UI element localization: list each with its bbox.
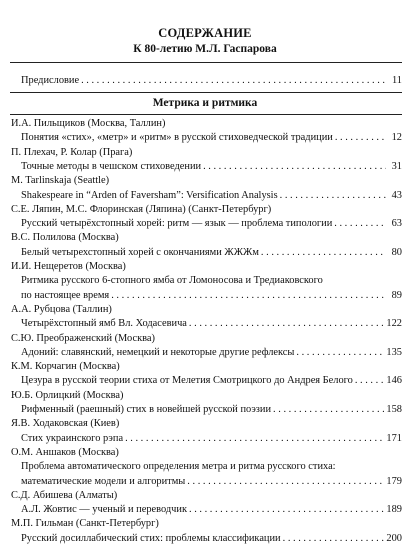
- toc-entry[interactable]: [21, 131, 402, 145]
- leader-dots: [335, 131, 386, 145]
- entry-page: 135: [386, 346, 402, 358]
- entry-author: С.Е. Ляпин, М.С. Флоринская (Ляпина) (Санкт-Петербург): [11, 203, 272, 215]
- leader-dots: [261, 246, 386, 260]
- entry-author: Я.В. Ходаковская (Киев): [11, 418, 120, 430]
- leader-dots: [273, 403, 384, 417]
- page-title: СОДЕРЖАНИЕ: [158, 26, 252, 40]
- entry-author: П. Плехач, Р. Колар (Прага): [11, 146, 133, 158]
- entry-title: Адоний: славянский, немецкий и некоторые другие рефлексы: [21, 346, 295, 358]
- entry-title: Shakespeare in “Arden of Faversham”: Versification Analysis: [21, 189, 278, 201]
- entry-page: 43: [391, 189, 402, 201]
- entry-page: 11: [391, 75, 402, 86]
- entry-author: А.А. Рубцова (Таллин): [11, 303, 112, 315]
- entry-title: А.Л. Жовтис — ученый и переводчик: [21, 504, 187, 516]
- entry-title: Русский досиллабический стих: проблемы классификации: [21, 532, 281, 544]
- entry-page: 80: [391, 246, 402, 258]
- entry-author: И.А. Пильщиков (Москва, Таллин): [11, 118, 166, 129]
- leader-dots: [125, 432, 384, 446]
- entry-page: 63: [391, 218, 402, 230]
- entry-title-continuation: по настоящее время: [21, 289, 110, 301]
- toc-entry[interactable]: [21, 217, 402, 231]
- entry-page: 179: [386, 475, 402, 487]
- leader-dots: [355, 374, 385, 388]
- toc-entry[interactable]: [21, 503, 402, 517]
- page-subtitle: К 80-летию М.Л. Гаспарова: [133, 43, 277, 55]
- entry-title: Русский четырёхстопный хорей: ритм — язык — проблема типологии: [21, 218, 333, 230]
- entry-author: О.М. Аншаков (Москва): [11, 446, 119, 458]
- section-divider: [10, 114, 402, 115]
- entry-page: 171: [386, 432, 402, 444]
- entry-page: 12: [391, 132, 402, 144]
- leader-dots: [111, 289, 386, 303]
- entry-title: Цезура в русской теории стиха от Мелетия Смотрицкого до Андрея Белого: [21, 375, 353, 387]
- entry-title: Точные методы в чешском стиховедении: [21, 160, 202, 172]
- entry-page: 146: [386, 375, 402, 387]
- entry-author: С.Ю. Преображенский (Москва): [11, 332, 155, 344]
- entry-title: Белый четырехстопный хорей с окончаниями ЖЖЖм: [21, 246, 259, 258]
- leader-dots: [283, 532, 385, 546]
- entry-author: К.М. Корчагин (Москва): [11, 361, 120, 373]
- entry-page: 89: [391, 289, 402, 301]
- entry-title: Ритмика русского 6-стопного ямба от Ломоносова и Тредиаковского: [21, 275, 323, 287]
- entry-page: 31: [391, 160, 402, 172]
- toc-entry[interactable]: [21, 317, 402, 331]
- entry-title: Понятия «стих», «метр» и «ритм» в русской стиховедческой традиции: [21, 132, 333, 144]
- toc-entry[interactable]: [21, 432, 402, 446]
- leader-dots: [189, 503, 384, 517]
- entry-author: Ю.Б. Орлицкий (Москва): [11, 389, 124, 401]
- section-heading: Метрика и ритмика: [152, 97, 258, 109]
- toc-entry[interactable]: [21, 374, 402, 388]
- entry-author: И.И. Нещеретов (Москва): [11, 261, 126, 272]
- entry-title: Рифменный (раешный) стих в новейшей русской поэзии: [21, 404, 272, 415]
- toc-entry[interactable]: [21, 532, 402, 546]
- leader-dots: [81, 74, 386, 88]
- entry-title: Предисловие: [21, 75, 80, 86]
- toc-entry[interactable]: [21, 246, 402, 260]
- entry-page: 158: [386, 404, 402, 415]
- entry-author: С.Д. Абишева (Алматы): [11, 489, 118, 501]
- leader-dots: [334, 217, 386, 231]
- toc-entry[interactable]: [21, 346, 402, 360]
- entry-title: Проблема автоматического определения метра и ритма русского стиха:: [21, 461, 336, 473]
- entry-page: 189: [386, 504, 402, 516]
- toc-entry[interactable]: [21, 160, 402, 174]
- toc-entry[interactable]: [21, 403, 402, 417]
- entry-author: М.П. Гильман (Санкт-Петербург): [11, 518, 159, 530]
- leader-dots: [189, 317, 384, 331]
- entry-title: Стих украинского рэпа: [21, 432, 124, 444]
- leader-dots: [203, 160, 386, 174]
- leader-dots: [280, 189, 386, 203]
- entry-page: 122: [386, 318, 402, 330]
- preface-divider: [10, 92, 402, 93]
- header-divider: [10, 62, 402, 63]
- toc-entry[interactable]: [21, 189, 402, 203]
- toc-entry-preface[interactable]: [21, 74, 402, 88]
- leader-dots: [296, 346, 384, 360]
- entry-author: В.С. Полилова (Москва): [11, 232, 119, 244]
- entry-title: Четырёхстопный ямб Вл. Ходасевича: [21, 318, 187, 330]
- toc-entry[interactable]: [21, 289, 402, 303]
- toc-entry[interactable]: [21, 475, 402, 489]
- leader-dots: [187, 475, 384, 489]
- entry-title-continuation: математические модели и алгоритмы: [21, 475, 186, 487]
- entry-author: M. Tarlinskaja (Seattle): [11, 175, 110, 187]
- entry-page: 200: [386, 532, 402, 544]
